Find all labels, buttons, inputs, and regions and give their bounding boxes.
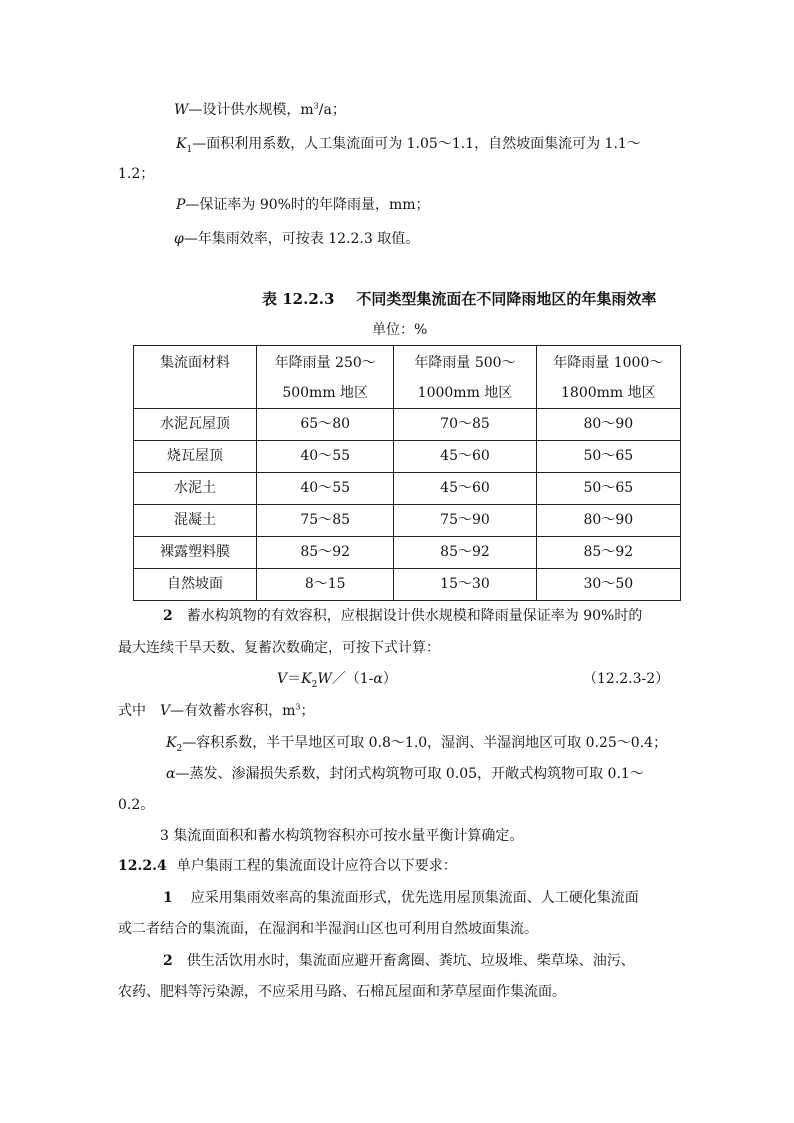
table-row: 烧瓦屋顶 40～55 45～60 50～65 (134, 441, 681, 473)
header-material: 集流面材料 (134, 346, 257, 409)
item1-line1: 1 应采用集雨效率高的集流面形式，优先选用屋顶集流面、人工硬化集流面 (163, 890, 639, 906)
definition-p (176, 195, 430, 215)
table-unit: 单位：% (372, 322, 428, 338)
formula: $V=K_2W/(1-\alpha)$ (277, 671, 397, 690)
formula-number: （12.2.3-2） (583, 671, 670, 687)
para2-number: 2 (163, 608, 173, 624)
efficiency-table (133, 345, 681, 601)
table-caption: 不同类型集流面在不同降雨地区的年集雨效率 (356, 290, 657, 308)
section-12-2-4: 12.2.4 单户集雨工程的集流面设计应符合以下要求： (118, 858, 457, 874)
definition-k1-text: —面积利用系数，人工集流面可为 1.05～1.1，自然坡面集流可为 1.1～ (192, 136, 641, 152)
superscript-3: 3 (313, 101, 319, 111)
definition-k1 (176, 134, 641, 154)
table-title (262, 289, 656, 309)
table-number: 表 12.2.3 (262, 290, 335, 308)
symbol-k: K (176, 136, 187, 152)
definition-k1-cont: 1.2； (118, 166, 155, 182)
where-alpha-cont: 0.2。 (118, 797, 155, 813)
definition-p-text: —保证率为 90%时的年降雨量，mm； (185, 197, 430, 213)
section-number: 12.2.4 (118, 858, 167, 874)
header-250-500: 年降雨量 250～ 500mm 地区 (257, 346, 394, 409)
where-alpha: α—蒸发、渗漏损失系数，封闭式构筑物可取 0.05，开敞式构筑物可取 0.1～ (166, 766, 644, 782)
item2-line1: 2 供生活饮用水时，集流面应避开畜禽圈、粪坑、垃圾堆、柴草垛、油污、 (163, 953, 635, 969)
table-row: 裸露塑料膜 85～92 85～92 85～92 (134, 537, 681, 569)
para3: 3 集流面面积和蓄水构筑物容积亦可按水量平衡计算确定。 (160, 828, 524, 844)
symbol-w: W (174, 102, 189, 118)
definition-w (174, 100, 346, 120)
where-v: 式中 V—有效蓄水容积，$m^3$； (118, 702, 315, 719)
item2-line2: 农药、肥料等污染源，不应采用马路、石棉瓦屋面和茅草屋面作集流面。 (118, 984, 566, 1000)
symbol-phi: φ (174, 231, 184, 247)
table-row: 自然坡面 8～15 15～30 30～50 (134, 569, 681, 601)
header-1000-1800: 年降雨量 1000～ 1800mm 地区 (536, 346, 680, 409)
para2-line2: 最大连续干旱天数、复蓄次数确定，可按下式计算： (118, 640, 440, 656)
definition-w-unit: /a； (318, 102, 346, 118)
table-row: 混凝土 75～85 75～90 80～90 (134, 505, 681, 537)
subscript-1: 1 (186, 144, 193, 155)
definition-w-text: —设计供水规模，m (188, 102, 314, 118)
table-row: 水泥土 40～55 45～60 50～65 (134, 473, 681, 505)
item1-line2: 或二者结合的集流面，在湿润和半湿润山区也可利用自然坡面集流。 (118, 921, 538, 937)
table-header-row (134, 346, 681, 409)
table-row: 水泥瓦屋顶 65～80 70～85 80～90 (134, 409, 681, 441)
definition-phi-text: —年集雨效率，可按表 12.2.3 取值。 (183, 231, 420, 247)
definition-phi (174, 229, 419, 249)
where-k2: $K_2—$容积系数，半干旱地区可取 0.8～1.0，湿润、半湿润地区可取 0.25～0.4； (166, 735, 668, 754)
header-500-1000: 年降雨量 500～ 1000mm 地区 (394, 346, 536, 409)
para2-line1: 2 蓄水构筑物的有效容积，应根据设计供水规模和降雨量保证率为 90%时的 (163, 608, 643, 624)
symbol-p: P (176, 197, 186, 213)
